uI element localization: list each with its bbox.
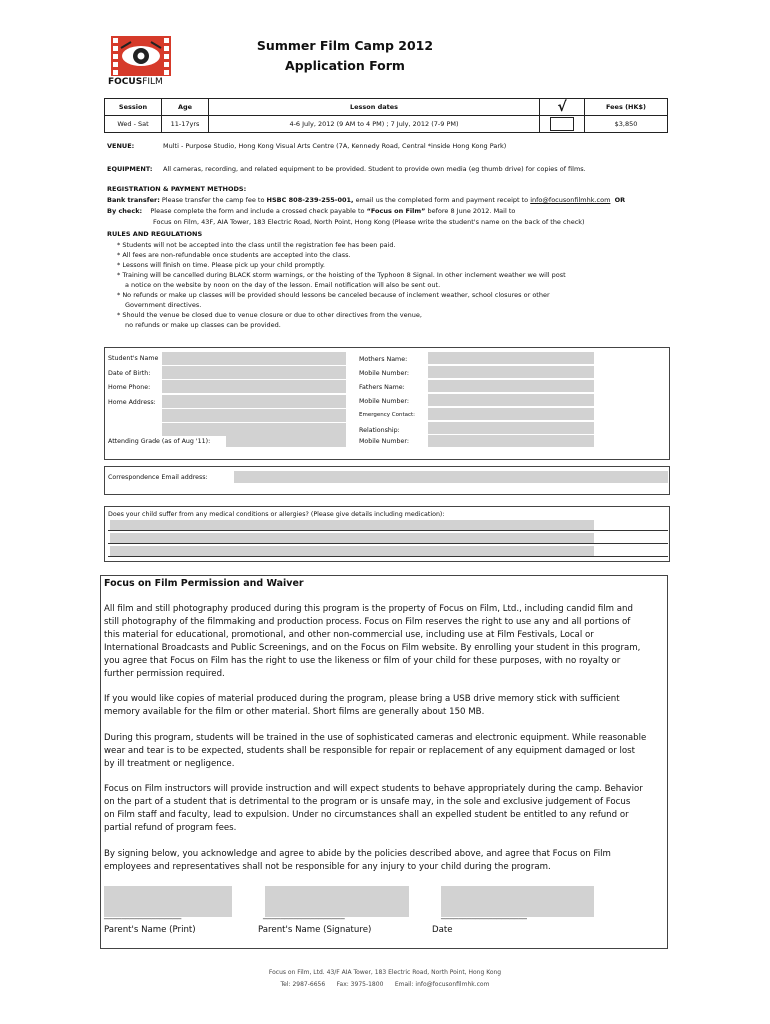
table-row	[105, 116, 668, 133]
waiver-title: Focus on Film Permission and Waiver	[104, 578, 304, 589]
rules-list	[117, 240, 566, 330]
dob-label: Date of Birth:	[108, 370, 151, 377]
waiver-line: employees and representatives shall not be responsible for any injury to your child during the program.	[104, 862, 551, 872]
footer-fax: Fax: 3975-1800	[336, 981, 384, 988]
rules-heading: RULES AND REGULATIONS	[107, 230, 203, 238]
venue-label: VENUE:	[107, 142, 135, 150]
relationship-label: Relationship:	[359, 427, 400, 434]
waiver-paragraph-4	[104, 783, 664, 835]
mobile-3-label: Mobile Number:	[359, 438, 409, 445]
emergency-contact-field[interactable]	[428, 408, 594, 420]
waiver-paragraph-1	[104, 603, 664, 681]
parent-name-print-label: Parent's Name (Print)	[104, 925, 196, 935]
footer-contact	[0, 981, 770, 988]
relationship-field[interactable]	[428, 422, 594, 434]
mobile-2-label: Mobile Number:	[359, 398, 409, 405]
waiver-paragraph-5	[104, 848, 664, 874]
venue-text: Multi - Purpose Studio, Hong Kong Visual Arts Centre (7A, Kennedy Road, Central *inside Hong Kong Park)	[163, 142, 507, 150]
list-item: * Lessons will finish on time. Please pick up your child promptly.	[117, 261, 325, 269]
lesson-dates-cell: 4-6 July, 2012 (9 AM to 4 PM) ; 7 July, 2012 (7-9 PM)	[209, 116, 540, 133]
list-item: a notice on the website by noon on the day of the lesson. Email notification will also be sent out.	[125, 281, 441, 289]
check-line: By check: Please complete the form and include a crossed check payable to “Focus on Film” before 8 June 2012. Mail to	[107, 207, 516, 215]
mobile-2-field[interactable]	[428, 394, 594, 406]
payment-heading: REGISTRATION & PAYMENT METHODS:	[107, 185, 247, 193]
waiver-line: International Broadcasts and Public Screenings, and on the Focus on Film website. By enrolling your student in this program,	[104, 643, 641, 653]
session-cell: Wed - Sat	[105, 116, 162, 133]
home-address-field-1[interactable]	[162, 395, 346, 408]
dob-field[interactable]	[162, 366, 346, 379]
waiver-line: by ill treatment or negligence.	[104, 759, 235, 769]
fees-table-header	[105, 99, 668, 116]
list-item: * All fees are non-refundable once students are accepted into the class.	[117, 251, 351, 259]
medical-field-2[interactable]	[110, 533, 594, 543]
age-cell: 11-17yrs	[162, 116, 209, 133]
mother-name-field[interactable]	[428, 352, 594, 364]
waiver-line: memory available for the film or other material. Short films are generally about 150 MB.	[104, 707, 485, 717]
bank-transfer-line: Bank transfer: Please transfer the camp fee to HSBC 808-239-255-001, email us the completed form and payment receipt to info@focusonfilmhk.com OR	[107, 196, 626, 204]
waiver-line: further permission required.	[104, 669, 225, 679]
footer-email: Email: info@focusonfilmhk.com	[394, 981, 490, 988]
list-item: no refunds or make up classes can be provided.	[125, 321, 281, 329]
sig-date-line: ____________________	[441, 910, 527, 920]
waiver-paragraph-3	[104, 732, 664, 771]
sig-print-line: __________________	[104, 910, 182, 920]
emergency-contact-label: Emergency Contact:	[359, 412, 416, 418]
divider	[108, 530, 668, 531]
grade-field[interactable]	[226, 434, 346, 447]
list-item: * Should the venue be closed due to venue closure or due to other directives from the venue,	[117, 311, 422, 319]
fees-cell: $3,850	[585, 116, 668, 133]
mother-name-label: Mothers Name:	[359, 356, 408, 363]
father-name-label: Fathers Name:	[359, 384, 405, 391]
waiver-line: this material for educational, promotional, and other non-commercial use, including use at Film Festivals, Local or	[104, 630, 594, 640]
mobile-1-label: Mobile Number:	[359, 370, 409, 377]
waiver-line: During this program, students will be trained in the use of sophisticated cameras and electronic equipment. While reasonable	[104, 733, 647, 743]
home-address-field-2[interactable]	[162, 409, 346, 422]
footer-address: Focus on Film, Ltd. 43/F AIA Tower, 183 Electric Road, North Point, Hong Kong	[268, 969, 502, 976]
home-address-label: Home Address:	[108, 399, 156, 406]
waiver-line: on Film staff and faculty, lead to expulsion. Under no circumstances shall an expelled student be entitled to any refund or	[104, 810, 629, 820]
equipment-label: EQUIPMENT:	[107, 165, 153, 173]
list-item: Government directives.	[125, 301, 202, 309]
select-cell	[540, 116, 585, 133]
date-label: Date	[432, 925, 453, 935]
waiver-line: wear and tear is to be expected, students shall be responsible for repair or replacement of any equipment damaged or lost	[104, 746, 635, 756]
form-subtitle: Application Form	[285, 58, 405, 73]
th-session: Session	[105, 99, 162, 116]
student-name-label: Student's Name	[108, 355, 159, 362]
divider	[108, 543, 668, 544]
divider	[108, 556, 668, 557]
footer-tel: Tel: 2987-6656	[280, 981, 326, 988]
checkmark-icon: √	[540, 99, 585, 116]
waiver-line: All film and still photography produced during this program is the property of Focus on Film, Ltd., including candid film and	[104, 604, 633, 614]
form-title: Summer Film Camp 2012	[256, 38, 434, 53]
grade-label: Attending Grade (as of Aug '11):	[108, 438, 211, 445]
mobile-1-field[interactable]	[428, 366, 594, 378]
home-phone-label: Home Phone:	[108, 384, 151, 391]
logo-wordmark: FOCUSFILM	[108, 77, 163, 87]
waiver-line: Focus on Film instructors will provide instruction and will expect students to behave appropriately during the camp. Behavior	[104, 784, 643, 794]
list-item: * Training will be cancelled during BLACK storm warnings, or the hoisting of the Typhoon 8 Signal. In other inclement weather we will post	[117, 271, 566, 279]
waiver-line: If you would like copies of material produced during the program, please bring a USB drive memory stick with sufficient	[104, 694, 620, 704]
medical-field-3[interactable]	[110, 546, 594, 556]
check-address: Focus on Film, 43F, AIA Tower, 183 Electric Road, North Point, Hong Kong (Please write the student's name on the back of the check)	[153, 218, 585, 226]
session-checkbox[interactable]	[550, 117, 574, 131]
mobile-3-field[interactable]	[428, 435, 594, 447]
father-name-field[interactable]	[428, 380, 594, 392]
waiver-line: still photography of the filmmaking and production process. Focus on Film reserves the right to use any and all portions of	[104, 617, 631, 627]
contact-email-link[interactable]: info@focusonfilmhk.com	[530, 196, 611, 204]
list-item: * No refunds or make up classes will be provided should lessons be canceled because of inclement weather, school closures or other	[117, 291, 550, 299]
waiver-line: partial refund of program fees.	[104, 823, 237, 833]
th-age: Age	[162, 99, 209, 116]
email-label: Correspondence Email address:	[108, 474, 208, 481]
list-item: * Students will not be accepted into the class until the registration fee has been paid.	[117, 241, 396, 249]
student-name-field[interactable]	[162, 352, 346, 365]
waiver-line: By signing below, you acknowledge and agree to abide by the policies described above, and agree that Focus on Film	[104, 849, 611, 859]
sig-sign-line: ___________________	[263, 910, 345, 920]
medical-field-1[interactable]	[110, 520, 594, 530]
parent-signature-label: Parent's Name (Signature)	[258, 925, 372, 935]
medical-label: Does your child suffer from any medical conditions or allergies? (Please give details including medication):	[108, 511, 445, 518]
focus-film-logo	[111, 36, 171, 96]
equipment-text: All cameras, recording, and related equipment to be provided. Student to provide own media (eg thumb drive) for copies of films.	[163, 165, 586, 173]
home-phone-field[interactable]	[162, 380, 346, 393]
email-field[interactable]	[234, 471, 668, 483]
th-lesson-dates: Lesson dates	[209, 99, 540, 116]
fees-table	[104, 98, 668, 133]
waiver-paragraph-2	[104, 693, 664, 719]
waiver-line: you agree that Focus on Film has the right to use the likeness or film of your child for these purposes, with no royalty or	[104, 656, 621, 666]
waiver-line: on the part of a student that is detrimental to the program or is unsafe may, in the sole and exclusive judgement of Focus	[104, 797, 631, 807]
th-fees: Fees (HK$)	[585, 99, 668, 116]
